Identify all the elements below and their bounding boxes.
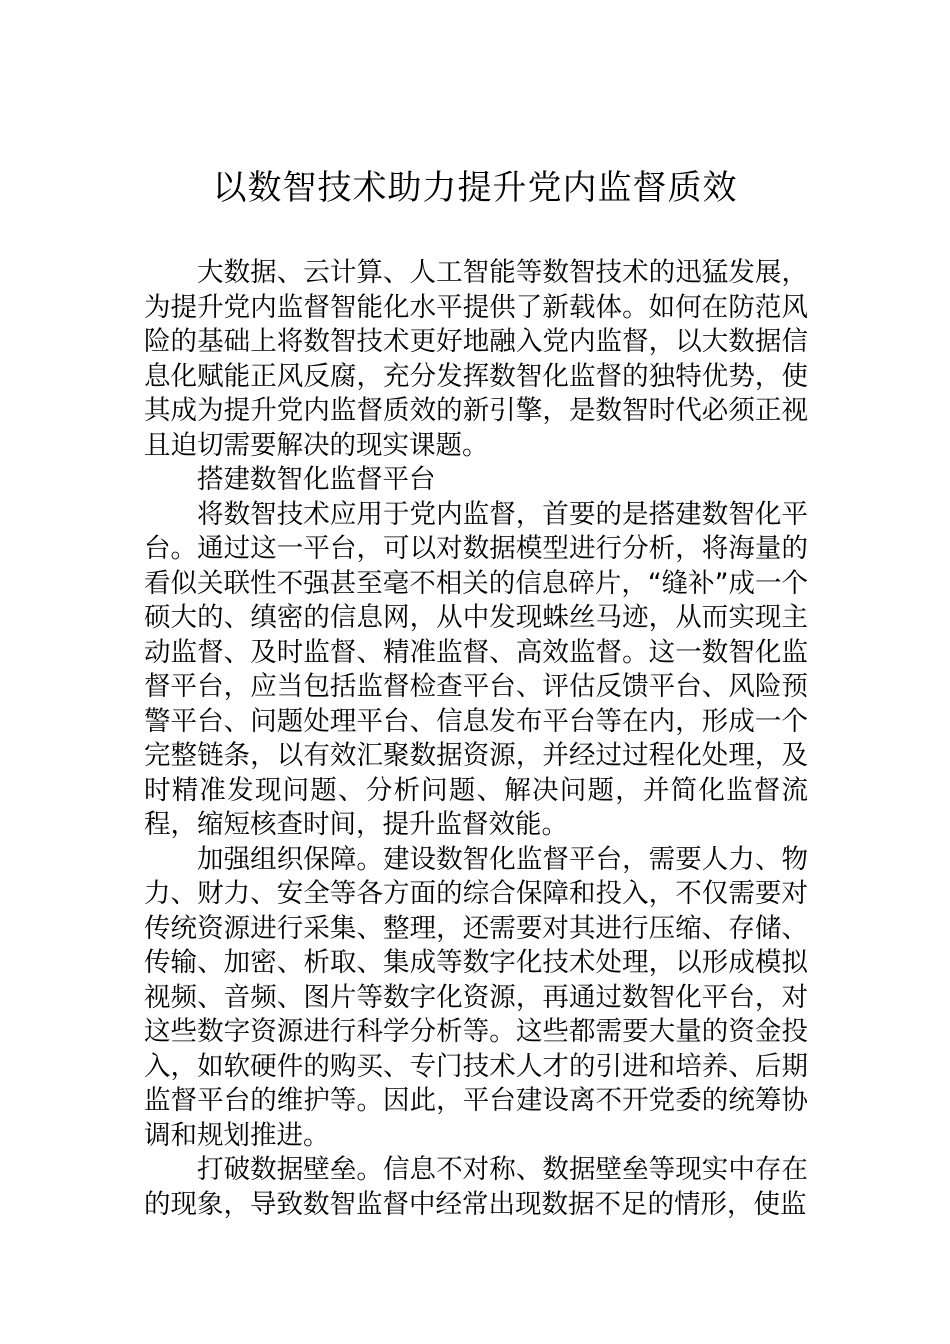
paragraph-data-barriers: 打破数据壁垒。信息不对称、数据壁垒等现实中存在的现象，导致数智监督中经常出现数据不足的情形，使监 [144, 1154, 808, 1220]
paragraph-platform: 将数智技术应用于党内监督，首要的是搭建数智化平台。通过这一平台，可以对数据模型进行分析，将海量的看似关联性不强甚至毫不相关的信息碎片，“缝补”成一个硕大的、缜密的信息网，从中发现蛛丝马迹，从而实现主动监督、及时监督、精准监督、高效监督。这一数智化监督平台，应当包括监督检查平台、评估反馈平台、风险预警平台、问题处理平台、信息发布平台等在内，形成一个完整链条，以有效汇聚数据资源，并经过过程化处理，及时精准发现问题、分析问题、解决问题，并简化监督流程，缩短核查时间，提升监督效能。 [144, 498, 808, 840]
paragraph-intro: 大数据、云计算、人工智能等数智技术的迅猛发展，为提升党内监督智能化水平提供了新载体。如何在防范风险的基础上将数智技术更好地融入党内监督，以大数据信息化赋能正风反腐，充分发挥数智化监督的独特优势，使其成为提升党内监督质效的新引擎，是数智时代必须正视且迫切需要解决的现实课题。 [144, 257, 808, 461]
paragraph-organization: 加强组织保障。建设数智化监督平台，需要人力、物力、财力、安全等各方面的综合保障和投入，不仅需要对传统资源进行采集、整理，还需要对其进行压缩、存储、传输、加密、析取、集成等数字化技术处理，以形成模拟视频、音频、图片等数字化资源，再通过数智化平台，对这些数字资源进行科学分析等。这些都需要大量的资金投入，如软硬件的购买、专门技术人才的引进和培养、后期监督平台的维护等。因此，平台建设离不开党委的统筹协调和规划推进。 [144, 843, 808, 1151]
section-heading: 搭建数智化监督平台 [197, 464, 436, 495]
document-body [144, 256, 808, 1222]
document-title: 以数智技术助力提升党内监督质效 [212, 168, 738, 208]
